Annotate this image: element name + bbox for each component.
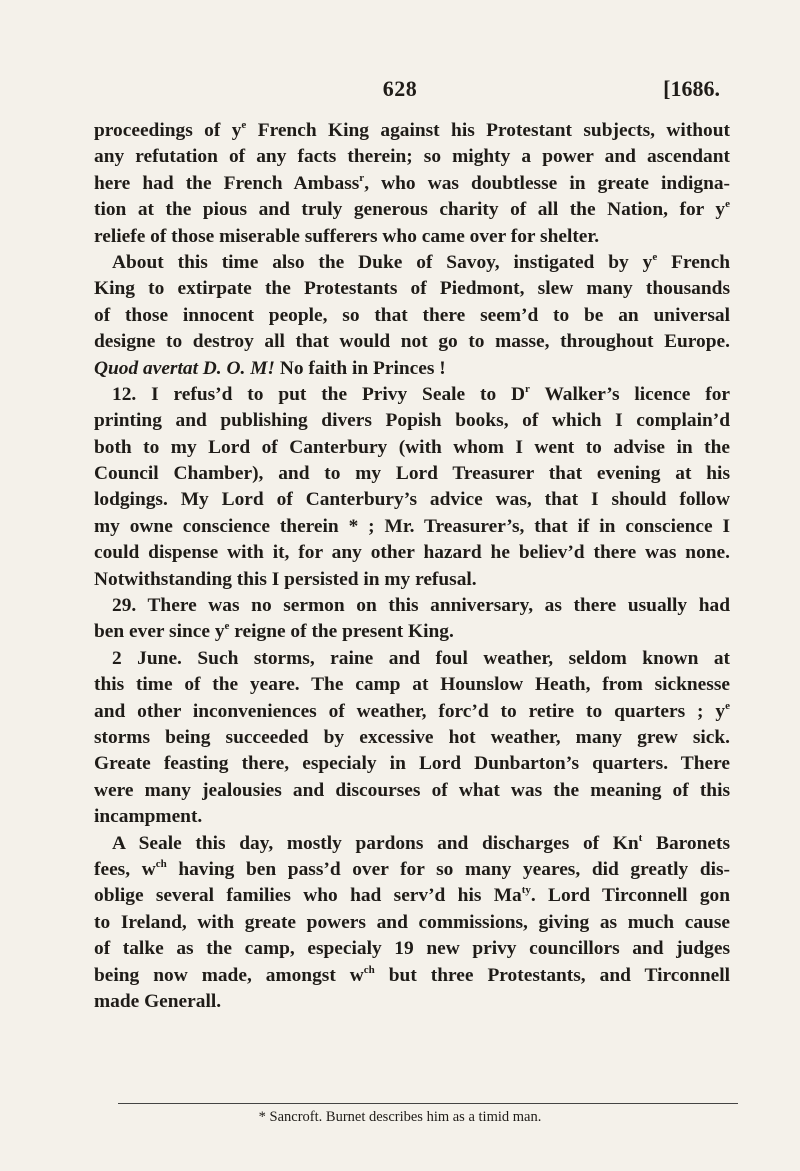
text-segment: ben ever since y (94, 621, 225, 643)
text-line (94, 989, 730, 1015)
footnote: * Sancroft. Burnet describes him as a timid man. (258, 1109, 542, 1125)
text-line (94, 144, 730, 170)
text-line (94, 303, 730, 329)
superscript: e (241, 119, 247, 131)
text-segment: designe to destroy all that would not go to masse, throughout Europe. (94, 331, 730, 353)
text-line (94, 725, 730, 751)
superscript: t (638, 831, 643, 844)
text-segment: both to my Lord of Canterbury (with whom I went to advise in the (94, 436, 730, 458)
text-segment: of talke as the camp, especialy 19 new privy councillors and judges (94, 938, 730, 960)
superscript: e (725, 198, 730, 211)
text-line (94, 804, 730, 830)
text-segment: oblige several families who had serv’d his Ma (94, 885, 522, 907)
text-line (94, 751, 730, 777)
text-segment: , who was doubtlesse in greate indigna- (364, 172, 730, 194)
text-line (94, 118, 730, 144)
text-line (94, 171, 730, 197)
text-line (94, 619, 730, 645)
text-segment: any refutation of any facts therein; so mighty a power and ascendant (94, 146, 730, 168)
text-line (94, 936, 730, 962)
text-line (94, 197, 730, 223)
text-segment: of those innocent people, so that there seem’d to be an universal (94, 304, 730, 326)
text-segment: King to extirpate the Protestants of Piedmont, slew many thousands (94, 278, 730, 300)
text-line (94, 883, 730, 909)
text-segment: being now made, amongst w (94, 964, 364, 986)
text-segment: 2 June. Such storms, raine and foul weather, seldom known at (112, 647, 730, 669)
text-segment: Greate feasting there, especialy in Lord Dunbarton’s quarters. There (94, 753, 730, 775)
text-segment: reigne of the present King. (229, 621, 454, 643)
text-line (94, 329, 730, 355)
text-line (94, 408, 730, 434)
superscript: r (359, 171, 365, 184)
superscript: ch (363, 963, 375, 976)
superscript: r (525, 382, 530, 395)
text-segment: Baronets (642, 832, 731, 854)
text-segment: were many jealousies and discourses of what was the meaning of this (94, 779, 730, 801)
text-segment: incampment. (94, 806, 203, 828)
body-text (94, 118, 730, 1015)
text-line (94, 646, 730, 672)
text-line (94, 356, 730, 382)
text-line (94, 567, 730, 593)
text-segment: No faith in Princes ! (274, 357, 446, 379)
text-segment: my owne conscience therein * ; Mr. Treasurer’s, that if in conscience I (94, 515, 730, 537)
text-line (94, 276, 730, 302)
text-segment: fees, w (94, 858, 156, 880)
text-segment: . Lord Tirconnell gon (530, 885, 730, 907)
text-segment: About this time also the Duke of Savoy, instigated by y (112, 251, 653, 273)
text-line (94, 250, 730, 276)
text-segment: Walker’s licence for (529, 383, 730, 405)
footnote-divider (118, 1103, 738, 1104)
text-segment: lodgings. My Lord of Canterbury’s advice was, that I should follow (94, 489, 730, 511)
text-segment: Quod avertat D. O. M! (94, 357, 275, 379)
superscript: e (725, 699, 730, 712)
text-segment: tion at the pious and truly generous charity of all the Nation, for y (94, 199, 726, 221)
text-segment: could dispense with it, for any other hazard he believ’d there was none. (94, 542, 730, 564)
page-number: 628 (382, 76, 418, 101)
text-segment: having ben pass’d over for so many yeares, did greatly dis- (166, 858, 731, 880)
text-segment: 29. There was no sermon on this anniversary, as there usually had (112, 595, 730, 617)
text-segment: Council Chamber), and to my Lord Treasurer that evening at his (94, 463, 730, 485)
text-segment: this time of the yeare. The camp at Hounslow Heath, from sicknesse (94, 674, 730, 696)
text-segment: Notwithstanding this I persisted in my refusal. (94, 568, 477, 590)
text-line (94, 910, 730, 936)
text-segment: proceedings of y (94, 120, 242, 141)
text-line (94, 963, 730, 989)
text-segment: A Seale this day, mostly pardons and discharges of Kn (112, 832, 639, 854)
text-line (94, 487, 730, 513)
text-segment: French (657, 251, 730, 273)
text-line (94, 224, 730, 250)
text-segment: storms being succeeded by excessive hot weather, many grew sick. (94, 726, 730, 748)
text-line (94, 831, 730, 857)
superscript: e (224, 620, 230, 633)
text-segment: printing and publishing divers Popish books, of which I complain’d (94, 410, 730, 432)
text-line (94, 540, 730, 566)
text-line (94, 699, 730, 725)
text-line (94, 435, 730, 461)
text-line (94, 461, 730, 487)
text-line (94, 382, 730, 408)
text-segment: to Ireland, with greate powers and commissions, giving as much cause (94, 911, 730, 933)
text-segment: French King against his Protestant subjects, without (246, 120, 730, 141)
text-line (94, 593, 730, 619)
text-line (94, 672, 730, 698)
superscript: ty (521, 884, 531, 897)
superscript: ch (155, 857, 167, 870)
page-header (0, 76, 800, 110)
text-segment: 12. I refus’d to put the Privy Seale to D (112, 383, 526, 405)
text-line (94, 778, 730, 804)
year-marker: [1686. (663, 76, 720, 101)
text-line (94, 857, 730, 883)
text-segment: and other inconveniences of weather, forc’d to retire to quarters ; y (94, 700, 726, 722)
text-segment: here had the French Ambass (94, 172, 360, 194)
text-line (94, 514, 730, 540)
text-segment: reliefe of those miserable sufferers who came over for shelter. (94, 225, 600, 247)
text-segment: but three Protestants, and Tirconnell (374, 964, 730, 986)
text-segment: made Generall. (94, 990, 222, 1012)
superscript: e (652, 250, 658, 263)
